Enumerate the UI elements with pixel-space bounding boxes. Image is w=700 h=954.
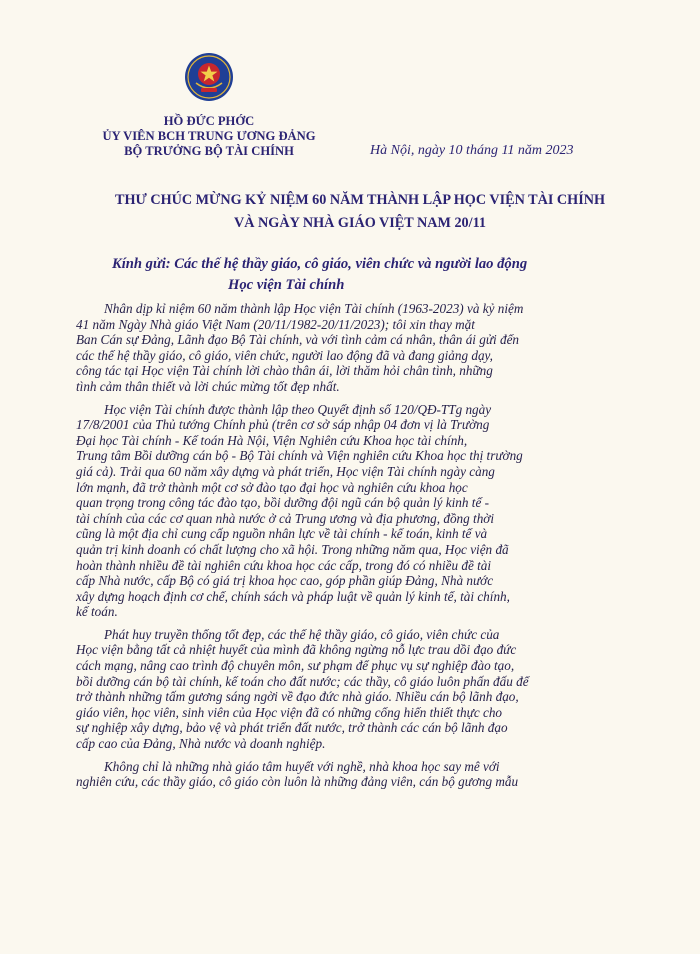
body-line: Đại học Tài chính - Kế toán Hà Nội, Viện Nghiên cứu Khoa học tài chính, <box>76 432 468 448</box>
body-line: Học viện bằng tất cả nhiệt huyết của mình đã không ngừng nỗ lực trau dồi đạo đức <box>76 642 517 658</box>
body-line: Học viện Tài chính được thành lập theo Quyết định số 120/QĐ-TTg ngày <box>104 401 492 417</box>
body-paragraph <box>76 301 638 395</box>
body-line: Trung tâm Bồi dưỡng cán bộ - Bộ Tài chính và Viện nghiên cứu Khoa học thị trường <box>76 448 523 464</box>
letter-title <box>60 189 660 235</box>
title-line-2: VÀ NGÀY NHÀ GIÁO VIỆT NAM 20/11 <box>234 215 486 231</box>
sender-title-minister: BỘ TRƯỞNG BỘ TÀI CHÍNH <box>124 144 294 158</box>
body-line: quan trọng trong công tác đào tạo, bồi dưỡng đội ngũ cán bộ quản lý kinh tế - <box>76 495 489 511</box>
body-line: tài chính của các cơ quan nhà nước ở cả Trung ương và địa phương, đồng thời <box>76 510 494 526</box>
body-line: xây dựng hoạch định cơ chế, chính sách và pháp luật về quản lý kinh tế, tài chính, <box>76 588 510 604</box>
title-line-1: THƯ CHÚC MỪNG KỶ NIỆM 60 NĂM THÀNH LẬP HỌC VIỆN TÀI CHÍNH <box>114 192 605 208</box>
sender-title-party: ỦY VIÊN BCH TRUNG ƯƠNG ĐẢNG <box>102 129 316 143</box>
body-line: giáo viên, học viên, sinh viên của Học viện đã có những cống hiến thiết thực cho <box>76 704 503 720</box>
body-line: bồi dưỡng cán bộ tài chính, kế toán cho đất nước; các thầy, cô giáo luôn phấn đấu để <box>76 673 529 689</box>
body-line: trở thành những tấm gương sáng ngời về đạo đức nhà giáo. Nhiều cán bộ lãnh đạo, <box>76 689 519 705</box>
sender-name: HỒ ĐỨC PHỚC <box>163 114 255 128</box>
letter-body <box>76 301 638 797</box>
body-line: Ban Cán sự Đảng, Lãnh đạo Bộ Tài chính, và với tình cảm cá nhân, thân ái gửi đến <box>76 332 520 348</box>
sender-block <box>70 114 348 159</box>
body-line: 41 năm Ngày Nhà giáo Việt Nam (20/11/1982-20/11/2023); tôi xin thay mặt <box>76 316 475 332</box>
body-paragraph <box>76 759 638 790</box>
body-line: 17/8/2001 của Thủ tướng Chính phủ (trên cơ sở sáp nhập 04 đơn vị là Trường <box>76 417 490 433</box>
body-line: cấp Nhà nước, cấp Bộ có giá trị khoa học cao, góp phần giúp Đảng, Nhà nước <box>76 573 494 589</box>
letter-date: Hà Nội, ngày 10 tháng 11 năm 2023 <box>370 143 574 158</box>
body-line: tình cảm thân thiết và lời chúc mừng tốt đẹp nhất. <box>76 378 340 394</box>
recipients-line-2: Học viện Tài chính <box>228 277 345 293</box>
recipients-block <box>112 254 672 296</box>
body-line: hoàn thành nhiều đề tài nghiên cứu khoa học các cấp, trong đó có nhiều đề tài <box>76 557 492 573</box>
body-line: nghiên cứu, các thầy giáo, cô giáo còn luôn là những đảng viên, cán bộ gương mẫu <box>76 774 519 790</box>
body-line: lớn mạnh, đã trở thành một cơ sở đào tạo đại học và nghiên cứu khoa học <box>76 479 468 495</box>
body-paragraph <box>76 402 638 620</box>
body-line: các thế hệ thầy giáo, cô giáo, viên chức, người lao động đã và đang giảng dạy, <box>76 347 493 363</box>
body-line: cũng là một địa chỉ cung cấp nguồn nhân lực về tài chính - kế toán, kinh tế và <box>76 526 488 542</box>
body-line: kế toán. <box>76 604 118 620</box>
body-line: Phát huy truyền thống tốt đẹp, các thế hệ thầy giáo, cô giáo, viên chức của <box>104 626 500 642</box>
recipients-line-1: Kính gửi: Các thế hệ thầy giáo, cô giáo, viên chức và người lao động <box>112 256 528 272</box>
ministry-emblem-icon <box>184 52 234 102</box>
body-line: công tác tại Học viện Tài chính lời chào thân ái, lời thăm hỏi chân tình, những <box>76 363 493 379</box>
body-line: cách mạng, nâng cao trình độ chuyên môn, sư phạm để phục vụ sự nghiệp đào tạo, <box>76 658 515 674</box>
body-line: giá cả). Trải qua 60 năm xây dựng và phát triển, Học viện Tài chính ngày càng <box>76 463 495 479</box>
body-line: quản trị kinh doanh có chất lượng cho xã hội. Trong những năm qua, Học viện đã <box>76 541 509 557</box>
body-line: Nhân dịp kỉ niệm 60 năm thành lập Học viện Tài chính (1963-2023) và kỷ niệm <box>104 301 524 316</box>
body-line: Không chỉ là những nhà giáo tâm huyết với nghề, nhà khoa học say mê với <box>104 758 500 774</box>
body-paragraph <box>76 627 638 752</box>
body-line: sự nghiệp xây dựng, bảo vệ và phát triển đất nước, trở thành các cán bộ lãnh đạo <box>76 720 508 736</box>
body-line: cấp cao của Đảng, Nhà nước và doanh nghiệp. <box>76 736 326 752</box>
